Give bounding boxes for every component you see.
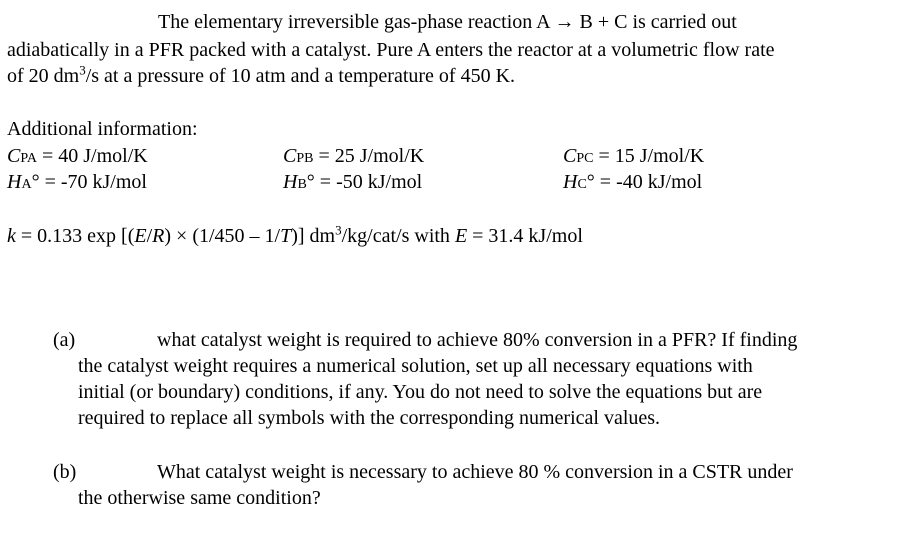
cp-c-value: = 15 J/mol/K <box>593 145 705 167</box>
h-a-subscript: A <box>21 177 32 192</box>
rate-k-symbol: k <box>7 225 16 247</box>
rate-part-3: )] dm <box>291 225 336 247</box>
h-b-subscript: B <box>297 177 307 192</box>
problem-intro-line-1: The elementary irreversible gas-phase reaction A → B + C is carried out <box>158 11 737 33</box>
rate-e2-symbol: E <box>454 225 468 247</box>
rate-part-1: = 0.133 exp [( <box>15 225 135 247</box>
cp-c <box>563 144 704 171</box>
question-b-line-1: What catalyst weight is necessary to achieve 80 % conversion in a CSTR under <box>157 461 793 483</box>
question-a-line-1: what catalyst weight is required to achieve 80% conversion in a PFR? If finding <box>157 329 798 351</box>
rate-t-symbol: T <box>280 225 292 247</box>
cp-b <box>283 144 424 171</box>
h-c-symbol: H <box>563 171 578 193</box>
question-a-label: (a) <box>53 329 76 351</box>
question-a-line-2: the catalyst weight requires a numerical solution, set up all necessary equations with <box>78 355 753 377</box>
rate-constant-equation <box>7 224 583 248</box>
question-b-label: (b) <box>53 461 77 483</box>
h-a-value: ° = -70 kJ/mol <box>31 171 147 193</box>
h-b-symbol: H <box>283 171 298 193</box>
h-b <box>283 170 422 197</box>
question-a-line-4: required to replace all symbols with the corresponding numerical values. <box>78 407 661 429</box>
h-c-value: ° = -40 kJ/mol <box>586 171 703 193</box>
h-a <box>7 170 147 197</box>
problem-intro-line-3 <box>7 64 515 88</box>
cp-b-subscript: PB <box>296 151 314 166</box>
intro-line-3-post: /s at a pressure of 10 atm and a temperature of 450 K. <box>85 65 516 87</box>
cp-a-subscript: PA <box>20 151 37 166</box>
cp-a-value: = 40 J/mol/K <box>36 145 148 167</box>
question-a-line-3: initial (or boundary) conditions, if any. You do not need to solve the equations but are <box>78 381 763 403</box>
cp-b-value: = 25 J/mol/K <box>313 145 425 167</box>
rate-r-symbol: R <box>152 225 165 247</box>
h-c <box>563 170 702 197</box>
cp-a-symbol: C <box>7 145 21 167</box>
rate-superscript: 3 <box>335 222 342 238</box>
rate-e-symbol: E <box>134 225 147 247</box>
cp-a <box>7 144 148 171</box>
rate-part-4: /kg/cat/s with <box>341 225 455 247</box>
additional-info-heading: Additional information: <box>7 118 198 140</box>
intro-line-3-superscript: 3 <box>79 62 86 78</box>
rate-slash: / <box>146 225 153 247</box>
cp-c-symbol: C <box>563 145 577 167</box>
cp-b-symbol: C <box>283 145 297 167</box>
intro-line-3-pre: of 20 dm <box>7 65 80 87</box>
question-b-line-2: the otherwise same condition? <box>78 487 321 509</box>
rate-part-5: = 31.4 kJ/mol <box>467 225 583 247</box>
h-c-subscript: C <box>577 177 587 192</box>
rate-part-2: ) × (1/450 – 1/ <box>164 225 281 247</box>
cp-c-subscript: PC <box>576 151 594 166</box>
h-a-symbol: H <box>7 171 22 193</box>
problem-intro-line-2: adiabatically in a PFR packed with a catalyst. Pure A enters the reactor at a volumetric flow rate <box>7 39 775 61</box>
h-b-value: ° = -50 kJ/mol <box>306 171 423 193</box>
